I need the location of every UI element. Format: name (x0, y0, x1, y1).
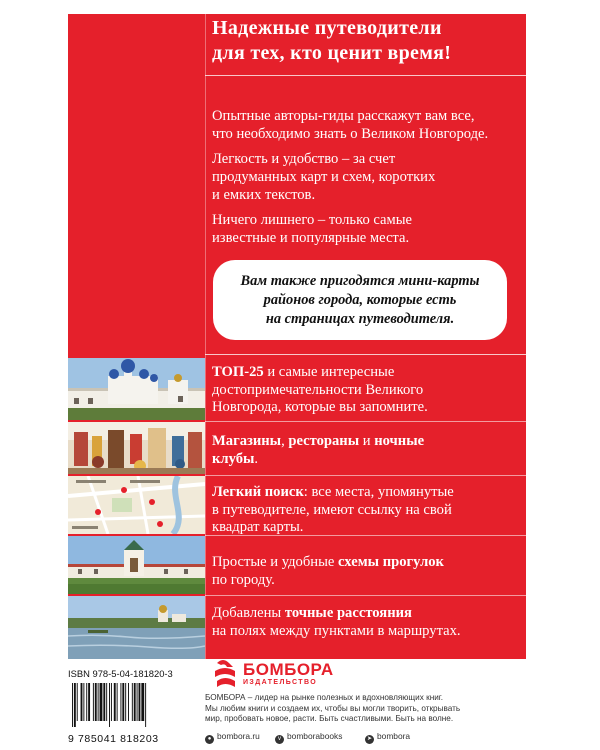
feature-separator (205, 595, 526, 596)
section-rule (205, 354, 526, 355)
telegram-link[interactable]: ➤ bombora (366, 731, 411, 742)
feature-top25: ТОП-25 и самые интересные достопримечательности Великого Новгорода, которые вы запомните. (212, 364, 428, 415)
telegram-icon: ➤ (366, 736, 373, 742)
website-link[interactable]: ● bombora.ru (205, 731, 260, 744)
isbn-label: ISBN 978-5-04-181820-3 (68, 668, 173, 679)
headline-rule (205, 75, 526, 76)
barcode (68, 681, 205, 729)
feature-walks: Простые и удобные схемы прогулок по городу. (212, 554, 444, 588)
minimap-callout: Вам также пригодятся мини-карты районов города, которые есть на страницах путеводителя. (213, 260, 507, 340)
vk-link[interactable]: v bomborabooks (275, 731, 342, 744)
publisher-name: БОМБОРА (243, 660, 334, 679)
feature-shops: Магазины, рестораны и ночные клубы. (212, 433, 425, 467)
publisher-links (205, 731, 525, 743)
headline: Надежные путеводители для тех, кто ценит время! (212, 17, 452, 64)
feature-distances: Добавлены точные расстояния на полях между пунктами в маршрутах. (212, 605, 461, 639)
photo-churches (68, 358, 205, 420)
globe-icon: ● (205, 735, 214, 744)
map-thumbnail (68, 476, 205, 534)
photo-market (68, 422, 205, 474)
column-divider (205, 14, 206, 659)
vk-icon: v (275, 735, 284, 744)
publisher-subtitle: ИЗДАТЕЛЬСТВО (243, 679, 318, 686)
feature-separator (205, 421, 526, 422)
bombora-logo-icon (213, 657, 239, 691)
feature-separator (205, 535, 526, 536)
isbn-digits: 9 785041 818203 (68, 733, 159, 745)
intro-paragraph-2: Легкость и удобство – за счет продуманных карт и схем, коротких и емких текстов. (212, 151, 436, 203)
intro-paragraph-3: Ничего лишнего – только самые известные и популярные места. (212, 212, 413, 246)
publisher-blurb: БОМБОРА – лидер на рынке полезных и вдохновляющих книг. Мы любим книги и создаем их, чтобы вы могли творить, открывать мир, пробовать новое, расти. Быть счастливыми. Быть на волне. (205, 693, 461, 723)
feature-search: Легкий поиск: все места, упомянутые в путеводителе, имеют ссылку на свой квадрат карты. (212, 484, 454, 535)
photo-river (68, 596, 205, 659)
isbn-block (68, 668, 205, 745)
photo-monastery (68, 536, 205, 594)
feature-separator (205, 475, 526, 476)
intro-paragraph-1: Опытные авторы-гиды расскажут вам все, что необходимо знать о Великом Новгороде. (212, 108, 489, 142)
